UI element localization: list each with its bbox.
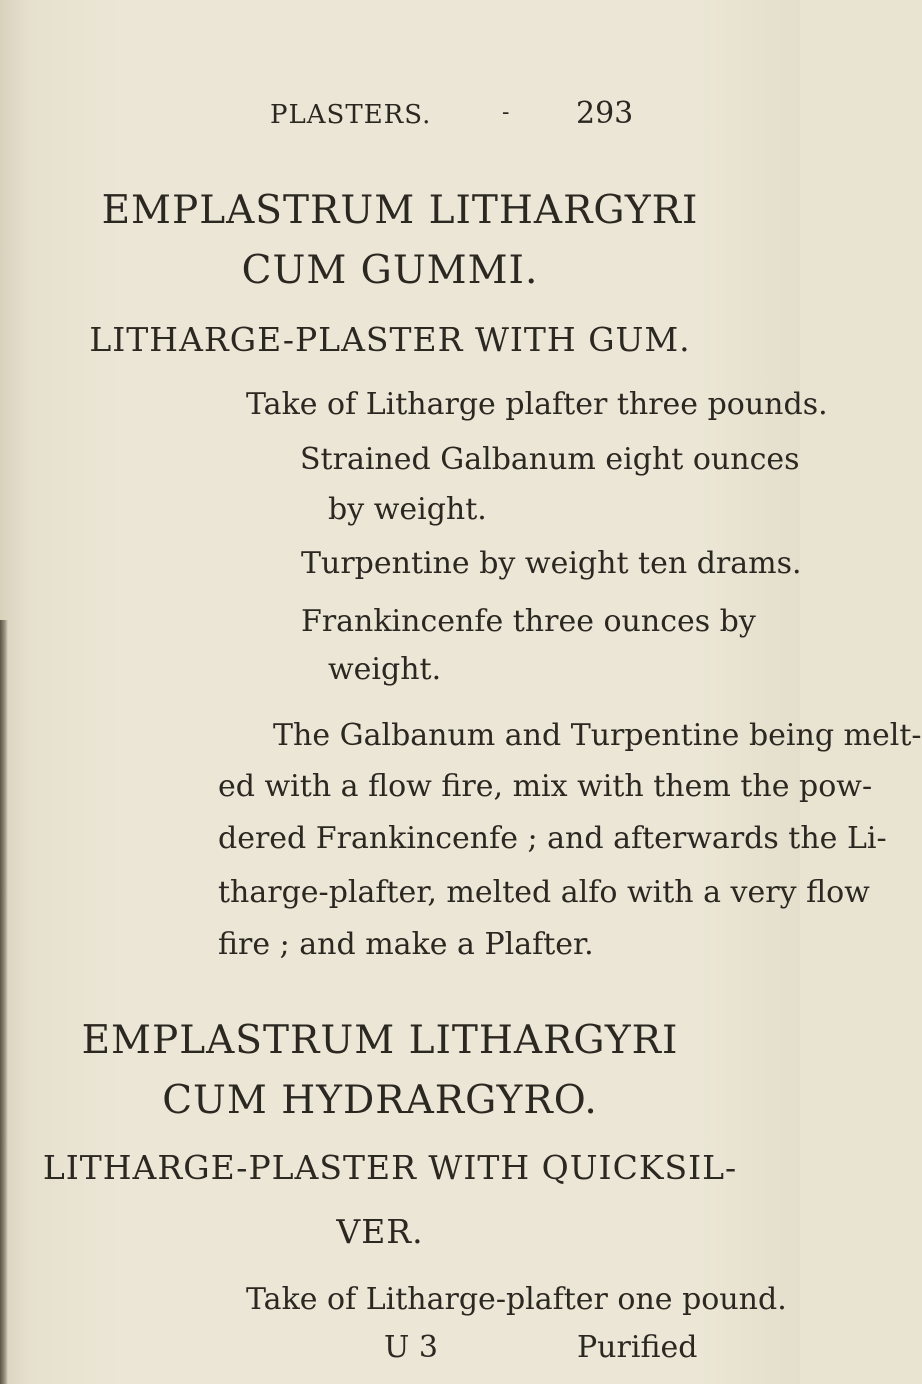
recipe-line-2: Strained Galbanum eight ounces (300, 442, 800, 477)
recipe-line-6: weight. (328, 652, 442, 687)
page-binding-shadow (0, 620, 8, 1384)
section-2-recipe-line: Take of Litharge-plafter one pound. (246, 1282, 787, 1317)
method-line-4: tharge-plafter, melted alfo with a very flow (218, 875, 870, 910)
running-head-title: PLASTERS. (270, 100, 432, 130)
section-2-subtitle-line-2: VER. (336, 1212, 424, 1251)
method-line-3: dered Frankincenfe ; and afterwards the Li- (218, 821, 887, 856)
recipe-line-4: Turpentine by weight ten drams. (301, 546, 802, 581)
section-2-title-line-1: EMPLASTRUM LITHARGYRI (81, 1018, 679, 1063)
recipe-line-5: Frankincenfe three ounces by (301, 604, 756, 639)
section-1-title-line-1: EMPLASTRUM LITHARGYRI (101, 188, 699, 233)
running-head-separator: - (502, 100, 510, 125)
page-number: 293 (576, 96, 634, 131)
section-2-subtitle-line-1: LITHARGE-PLASTER WITH QUICKSIL- (42, 1148, 738, 1187)
catchword: Purified (577, 1330, 698, 1365)
recipe-line-3: by weight. (328, 492, 487, 527)
method-line-2: ed with a flow fire, mix with them the pow- (218, 769, 873, 804)
section-1-title-line-2: CUM GUMMI. (241, 248, 539, 293)
section-1-subtitle: LITHARGE-PLASTER WITH GUM. (89, 320, 691, 359)
recipe-line-1: Take of Litharge plafter three pounds. (246, 387, 828, 422)
section-2-title-line-2: CUM HYDRARGYRO. (162, 1078, 598, 1123)
signature-mark: U 3 (384, 1330, 438, 1365)
method-line-5: fire ; and make a Plafter. (218, 927, 594, 962)
running-head (270, 96, 650, 140)
method-line-1: The Galbanum and Turpentine being melt- (273, 718, 922, 753)
